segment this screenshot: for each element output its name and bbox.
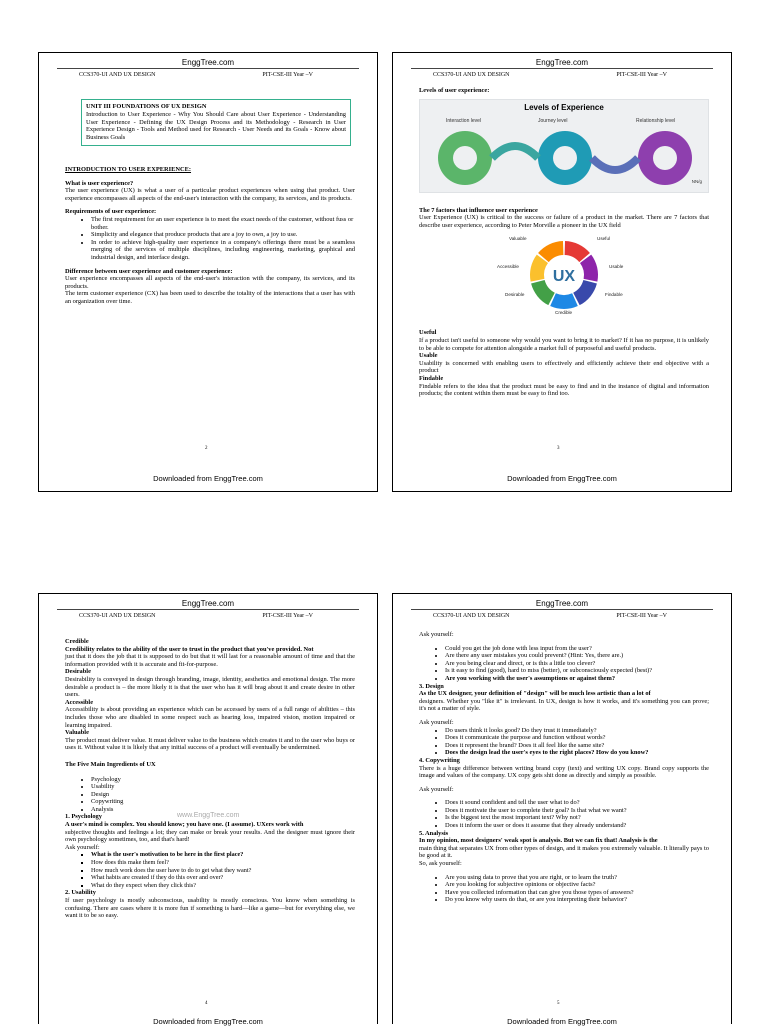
page-number: 3 (557, 446, 560, 451)
ingredients-list (65, 776, 355, 814)
levels-col-label: Journey level (538, 117, 568, 124)
ux-factor-label: Useful (597, 236, 611, 242)
list-item: • Are you working with the user's assumptions or against them? (445, 675, 709, 683)
credible-text: just that it does the job that it is supposed to do but that it will last for a reasonable amount of time and that the information provided with it is accurate and fit-for-purpose. (65, 653, 355, 668)
list-item: ▪ How does this make them feel? (91, 859, 355, 867)
analysis-text-lead: In my opinion, most designers' weak spot is analysis. But we can fix that! Analysis is the (419, 837, 658, 845)
site-header[interactable]: EnggTree.com (535, 599, 589, 608)
list-item: • Have you collected information that can give you those types of answers? (445, 889, 709, 897)
year-label: PIT-CSE-III Year –V (616, 613, 667, 619)
site-footer[interactable]: Downloaded from EnggTree.com (507, 1017, 617, 1026)
factors-heading: The 7 factors that influence user experience (419, 206, 538, 214)
ux-wheel-segment (550, 294, 578, 310)
year-label: PIT-CSE-III Year –V (616, 72, 667, 78)
ux-center-label: UX (552, 268, 576, 286)
levels-figure-title: Levels of Experience (524, 102, 604, 112)
site-footer[interactable]: Downloaded from EnggTree.com (507, 474, 617, 483)
ux-factor-label: Accessible (497, 264, 519, 270)
levels-col-label: Relationship level (636, 117, 676, 124)
document-page-3 (392, 52, 732, 492)
ux-factor-label: Usable (609, 264, 624, 270)
levels-col-label: Interaction level (446, 117, 482, 124)
header-rule (411, 68, 713, 69)
design-questions (419, 727, 709, 757)
list-item: ▪ What is the user's motivation to be here in the first place? (91, 851, 355, 859)
list-item: • Do you know why users do that, or are you interpreting their behavior? (445, 896, 709, 904)
ask-yourself-label: Ask yourself: (65, 843, 100, 851)
difference-text-2: The term customer experience (CX) has been used to describe the totality of the interactions that a user has with an organization over time. (65, 290, 355, 305)
document-page-4 (38, 593, 378, 1024)
design-text-lead: As the UX designer, your definition of "design" will be much less artistic than a lot of (419, 690, 651, 698)
list-item: • Are there any user mistakes you could prevent? (Hint: Yes, there are.) (445, 652, 709, 660)
ask-yourself-label: Ask yourself: (419, 785, 454, 793)
list-item: • Psychology (91, 776, 355, 784)
so-ask-yourself-label: So, ask yourself: (419, 860, 462, 868)
usability-heading: 2. Usability (65, 889, 96, 897)
credible-text-lead: Credibility relates to the ability of the user to trust in the product that you've provided. Not (65, 645, 314, 653)
year-label: PIT-CSE-III Year –V (262, 613, 313, 619)
course-code: CCS370-UI AND UX DESIGN (433, 613, 510, 619)
unit-text: Introduction to User Experience - Why You Should Care about User Experience - Understanding User Experience - Defining the UX Design Process and its Methodology - Research in User Experience Design - Tools and Method used for Research - User Needs and its Goals - Know about Business Goals (86, 110, 346, 142)
difference-text-1: User experience encompasses all aspects of the end-user's interaction with the company, its services, and its products. (65, 275, 355, 290)
list-item: • Could you get the job done with less input from the user? (445, 645, 709, 653)
ux-factor-label: Findable (605, 292, 623, 298)
list-item: • Are you looking for subjective opinions or objective facts? (445, 881, 709, 889)
ux-factor-label: Desirable (505, 292, 525, 298)
site-header[interactable]: EnggTree.com (535, 58, 589, 67)
credible-heading: Credible (65, 638, 89, 645)
requirements-list (65, 216, 355, 262)
ux-factor-label: Credible (555, 310, 573, 316)
usable-heading: Usable (419, 352, 438, 360)
five-ingredients-heading: The Five Main Ingredients of UX (65, 760, 156, 768)
watermark: www.EnggTree.com (177, 812, 240, 819)
ask-yourself-label: Ask yourself: (419, 718, 454, 726)
list-item: • Does it represent the brand? Does it all feel like the same site? (445, 742, 709, 750)
list-item: • The first requirement for an user experience is to meet the exact needs of the customer, without fuss or bother. (91, 216, 355, 231)
site-header[interactable]: EnggTree.com (181, 599, 235, 608)
nng-logo: NN/g (691, 178, 702, 184)
desirable-text: Desirability is conveyed in design through branding, image, identity, aesthetics and emotional design. The more desirable a product is – the more likely it is that the user who has it will brag about it and create desire in other users. (65, 675, 355, 699)
list-item: • Analysis (91, 806, 355, 814)
header-rule (57, 68, 359, 69)
factors-text: User Experience (UX) is critical to the success or failure of a product in the market. There are 7 factors that describe user experience, according to Peter Morville a pioneer in the UX field (419, 214, 709, 229)
list-item: • Do users think it looks good? Do they trust it immediately? (445, 727, 709, 735)
document-page-5 (392, 593, 732, 1024)
course-code: CCS370-UI AND UX DESIGN (433, 72, 510, 78)
copywriting-questions (419, 799, 709, 829)
list-item: • Simplicity and elegance that produce products that are a joy to own, a joy to use. (91, 231, 355, 239)
levels-figure (419, 99, 709, 193)
list-item: • Are you being clear and direct, or is this a little too clever? (445, 660, 709, 668)
intro-heading: INTRODUCTION TO USER EXPERIENCE: (65, 165, 192, 173)
list-item: • Copywriting (91, 798, 355, 806)
accessible-text: Accessibility is about providing an experience which can be accessed by users of a full range of abilities – this includes those who are disabled in some respect such as hearing loss, impaired vision, motion impaired or learning impaired. (65, 706, 355, 729)
desirable-heading: Desirable (65, 668, 91, 676)
header-rule (57, 609, 359, 610)
valuable-text: The product must deliver value. It must deliver value to the business which creates it and to the user who buys or uses it. Without value it is likely that any initial success of a product will eventually be undermined. (65, 736, 355, 752)
usability-text: If user psychology is mostly subconscious, usability is mostly conscious. You know when something is confusing. There are cases where it is more fun if something is hard—like a game—but for everything else, we want it to be so easy. (65, 897, 355, 920)
analysis-text: main thing that separates UX from other types of design, and it makes you extremely valuable. It literally pays to be good at it. (419, 844, 709, 860)
psychology-text-lead: A user's mind is complex. You should know; you have one. (I assume). UXers work with (65, 821, 304, 829)
levels-heading: Levels of user experience: (419, 87, 490, 94)
list-item: • Are you using data to prove that you are right, or to learn the truth? (445, 874, 709, 882)
header-rule (411, 609, 713, 610)
site-footer[interactable]: Downloaded from EnggTree.com (153, 1017, 263, 1026)
psychology-text: subjective thoughts and feelings a lot; they can make or break your results. And the designer must ignore their own psychology sometimes, too, and that's hard! (65, 828, 355, 844)
analysis-heading: 5. Analysis (419, 829, 449, 837)
unit-box (81, 99, 351, 146)
list-item: • Does it communicate the purpose and function without words? (445, 734, 709, 742)
list-item: ▪ How much work does the user have to do to get what they want? (91, 867, 355, 875)
page-number: 4 (205, 1001, 208, 1006)
list-item: • Design (91, 791, 355, 799)
site-footer[interactable]: Downloaded from EnggTree.com (153, 474, 263, 483)
ux-honeycomb-figure (419, 229, 709, 321)
copywriting-heading: 4. Copywriting (419, 756, 460, 764)
list-item: • Does it inform the user or does it assume that they already understand? (445, 822, 709, 830)
design-text: designers. Whether you "like it" is irrelevant. In UX, design is how it works, and it's something you can prove; it's not a matter of style. (419, 697, 709, 713)
ux-factor-label: Valuable (509, 236, 527, 242)
unit-title: UNIT III FOUNDATIONS OF UX DESIGN (86, 103, 207, 110)
page-number: 2 (205, 446, 208, 451)
useful-heading: Useful (419, 329, 437, 337)
ux-wheel (419, 229, 719, 321)
list-item: ▪ What do they expect when they click this? (91, 882, 355, 890)
ask-yourself-label: Ask yourself: (419, 631, 454, 638)
list-item: • Does the design lead the user's eyes to the right places? How do you know? (445, 749, 709, 757)
question-heading: What is user experience? (65, 179, 134, 187)
list-item: • In order to achieve high-quality user experience in a company's offerings there must be a seamless merging of the services of multiple disciplines, including engineering, marketing, graphical and industrial design, and interface design. (91, 239, 355, 262)
valuable-heading: Valuable (65, 729, 89, 737)
copywriting-text: There is a huge difference between writing brand copy (text) and writing UX copy. Brand copy supports the image and values of the company. UX copy gets shit done as directly and simply as possible. (419, 764, 709, 780)
usability-questions (419, 645, 709, 683)
list-item: • Is the biggest text the most important text? Why not? (445, 814, 709, 822)
psychology-questions (65, 851, 355, 889)
page-number: 5 (557, 1001, 560, 1006)
list-item: • Does it sound confident and tell the user what to do? (445, 799, 709, 807)
analysis-questions (419, 874, 709, 904)
year-label: PIT-CSE-III Year –V (262, 72, 313, 78)
useful-text: If a product isn't useful to someone why would you want to bring it to market? If it has no purpose, it is unlikely to be able to compete for attention alongside a market full of purposeful and useful products. (419, 336, 709, 352)
accessible-heading: Accessible (65, 698, 94, 706)
list-item: ▪ What habits are created if they do this over and over? (91, 874, 355, 882)
design-heading: 3. Design (419, 682, 444, 690)
list-item: • Is it easy to find (good), hard to miss (better), or subconsciously expected (best)? (445, 667, 709, 675)
levels-rings-graphic (420, 124, 710, 190)
findable-text: Findable refers to the idea that the product must be easy to find and in the instance of digital and information products; the content within them must be easy to find too. (419, 382, 709, 398)
psychology-heading: 1. Psychology (65, 813, 102, 821)
findable-heading: Findable (419, 374, 444, 382)
ux-definition: The user experience (UX) is what a user of a particular product experiences when using that product. User experience encompasses all aspects of the end-user's interaction with the company, its services, and its products. (65, 187, 355, 202)
course-code: CCS370-UI AND UX DESIGN (79, 72, 156, 78)
course-code: CCS370-UI AND UX DESIGN (79, 613, 156, 619)
document-page-2 (38, 52, 378, 492)
site-header[interactable]: EnggTree.com (181, 58, 235, 67)
usable-text: Usability is concerned with enabling users to effectively and efficiently achieve their end objective with a product (419, 359, 709, 375)
difference-heading: Difference between user experience and customer experience: (65, 267, 233, 275)
list-item: • Usability (91, 783, 355, 791)
requirements-heading: Requirements of user experience: (65, 208, 157, 216)
list-item: • Does it motivate the user to complete their goal? Is that what we want? (445, 807, 709, 815)
